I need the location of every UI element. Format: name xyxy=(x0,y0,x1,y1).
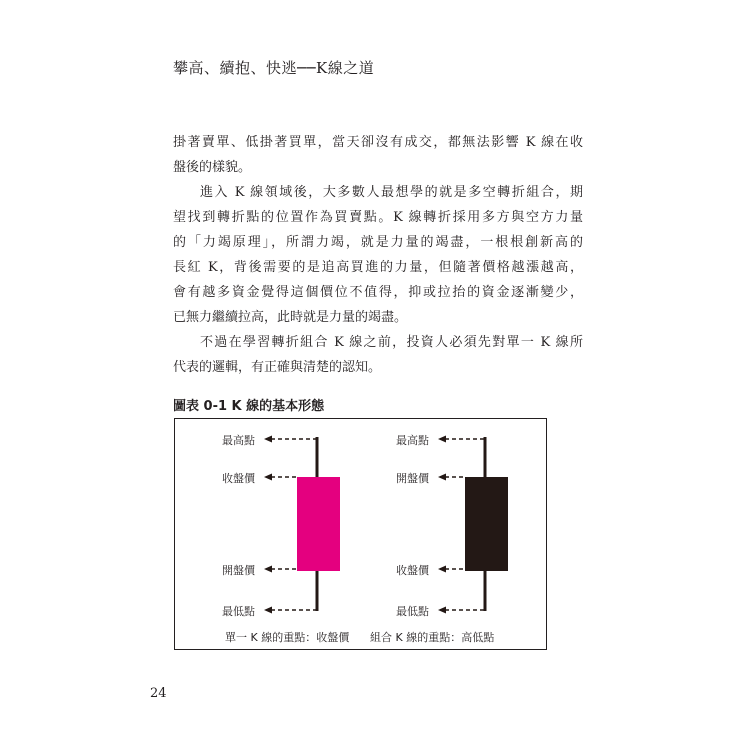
red-open-label: 開盤價 xyxy=(222,564,255,577)
caption-left: 單一 K 線的重點：收盤價 xyxy=(225,631,350,644)
black-high-arrowhead xyxy=(438,436,446,443)
text-line: 長紅 K，背後需要的是追高買進的力量，但隨著價格越漲越高， xyxy=(173,260,583,275)
text-line: 掛著賣單、低掛著買單，當天卻沒有成交，都無法影響 K 線在收 xyxy=(173,135,583,150)
red-low-arrowhead xyxy=(264,607,272,614)
caption-right: 組合 K 線的重點：高低點 xyxy=(370,631,495,644)
paragraph-1 xyxy=(173,130,583,180)
red-high-arrowhead xyxy=(264,436,272,443)
red-high-label: 最高點 xyxy=(222,434,255,447)
text-line: 的「力竭原理」，所謂力竭，就是力量的竭盡，一根根創新高的 xyxy=(173,235,583,250)
red-close-arrowhead xyxy=(264,474,272,481)
red-low-label: 最低點 xyxy=(222,605,255,618)
figure-box xyxy=(174,418,547,650)
text-line: 不過在學習轉折組合 K 線之前，投資人必須先對單一 K 線所 xyxy=(200,335,583,350)
text-line: 已無力繼續拉高，此時就是力量的竭盡。 xyxy=(173,310,408,325)
paragraph-2 xyxy=(173,180,583,330)
red-close-label: 收盤價 xyxy=(222,472,255,485)
figure-title: 圖表 0-1 K 線的基本形態 xyxy=(173,399,325,414)
text-line: 會有越多資金覺得這個價位不值得，抑或拉抬的資金逐漸變少， xyxy=(173,285,583,300)
page-number: 24 xyxy=(150,686,167,701)
black-low-label: 最低點 xyxy=(396,605,429,618)
black-open-label: 開盤價 xyxy=(396,472,429,485)
black-candle-body xyxy=(465,477,508,571)
text-line: 代表的邏輯，有正確與清楚的認知。 xyxy=(173,360,382,375)
text-line: 望找到轉折點的位置作為買賣點。K 線轉折採用多方與空方力量 xyxy=(173,210,583,225)
red-open-arrowhead xyxy=(264,566,272,573)
running-header: 攀高、續抱、快逃──K線之道 xyxy=(173,59,375,77)
black-high-label: 最高點 xyxy=(396,434,429,447)
text-line: 盤後的樣貌。 xyxy=(173,160,252,175)
text-line: 進入 K 線領域後，大多數人最想學的就是多空轉折組合，期 xyxy=(200,185,583,200)
paragraph-3 xyxy=(173,330,583,380)
black-open-arrowhead xyxy=(438,474,446,481)
black-close-label: 收盤價 xyxy=(396,564,429,577)
red-candle-body xyxy=(297,477,340,571)
black-close-arrowhead xyxy=(438,566,446,573)
black-low-arrowhead xyxy=(438,607,446,614)
body-text xyxy=(173,130,583,380)
